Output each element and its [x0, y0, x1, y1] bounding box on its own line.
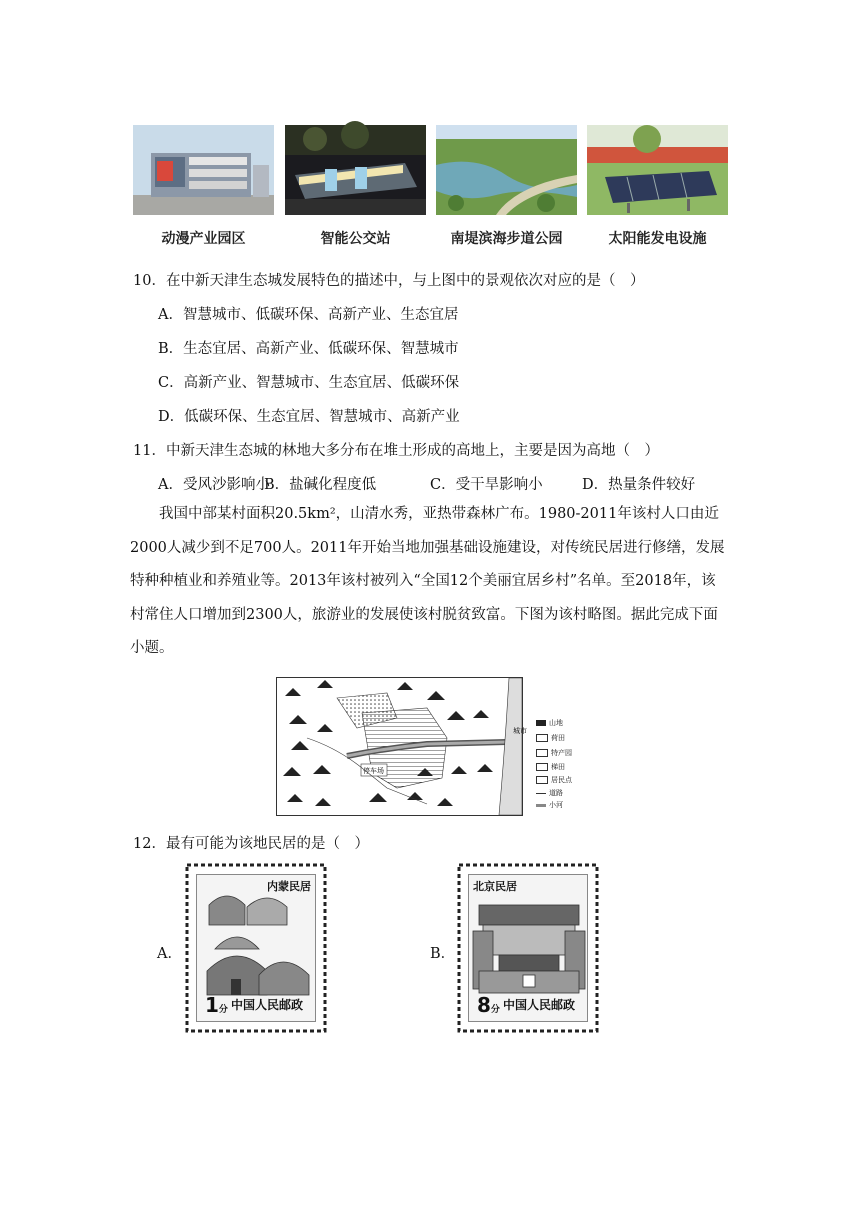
question-10-option-a: A．智慧城市、低碳环保、高新产业、生态宜居 — [158, 307, 459, 323]
stamp-title: 北京民居 — [473, 880, 517, 893]
map-legend-item: 居民点 — [536, 775, 572, 785]
map-legend-item: 荷田 — [536, 733, 565, 743]
question-11-option-d: D．热量条件较好 — [582, 477, 696, 493]
map-legend-item: 山地 — [536, 718, 563, 728]
photo-caption: 太阳能发电设施 — [608, 231, 707, 247]
photo-smart-bus-stop — [285, 125, 426, 215]
stamp-inner-mongolia-dwelling — [186, 864, 326, 1032]
question-10-option-b: B．生态宜居、高新产业、低碳环保、智慧城市 — [158, 341, 459, 357]
stamp-issuer: 中国人民邮政 — [503, 998, 576, 1012]
map-legend-item: 道路 — [536, 788, 563, 798]
photo-seaside-park — [436, 125, 577, 215]
photo-animation-park — [133, 125, 274, 215]
stamp-title: 内蒙民居 — [267, 880, 311, 893]
photo-caption: 动漫产业园区 — [161, 231, 246, 247]
stamp-face-value: 1分 — [205, 993, 228, 1017]
question-10-option-d: D．低碳环保、生态宜居、智慧城市、高新产业 — [158, 409, 460, 425]
photo-caption: 南堤滨海步道公园 — [450, 231, 563, 247]
question-11-option-c: C．受干旱影响小 — [430, 477, 543, 493]
map-parking-label: 停车场 — [363, 767, 384, 775]
map-legend-item: 梯田 — [536, 762, 565, 772]
village-map — [276, 677, 527, 816]
stamp-face-value: 8分 — [477, 993, 500, 1017]
question-12-option-a-letter: A． — [157, 946, 182, 962]
question-11-option-a: A．受风沙影响小 — [158, 477, 270, 493]
question-11-stem: 11．中新天津生态城的林地大多分布在堆土形成的高地上，主要是因为高地（ ） — [133, 443, 659, 459]
question-10-option-c: C．高新产业、智慧城市、生态宜居、低碳环保 — [158, 375, 460, 391]
question-12-stem: 12．最有可能为该地民居的是（ ） — [133, 836, 369, 852]
question-10-stem: 10．在中新天津生态城发展特色的描述中，与上图中的景观依次对应的是（ ） — [133, 273, 645, 289]
map-city-label: 城市 — [513, 727, 527, 735]
map-legend-item: 特产园 — [536, 748, 572, 758]
photo-solar-facility — [587, 125, 728, 215]
map-legend-item: 小河 — [536, 800, 563, 810]
stamp-issuer: 中国人民邮政 — [231, 998, 304, 1012]
reading-passage: 我国中部某村面积20.5km²，山清水秀，亚热带森林广布。1980-2011年该村人口由近2000人减少到不足700人。2011年开始当地加强基础设施建设，对传统民居进行修缮，发展特种种植业和养殖业等。2013年该村被列入“全国12个美丽宜居乡村”名单。至2018年，该村常住人口增加到2300人，旅游业的发展使该村脱贫致富。下图为该村略图。据此完成下面小题。 — [130, 506, 725, 656]
question-12-option-b-letter: B． — [430, 946, 456, 962]
question-11-option-b: B．盐碱化程度低 — [264, 477, 377, 493]
stamp-beijing-dwelling — [458, 864, 598, 1032]
photo-caption: 智能公交站 — [320, 231, 391, 247]
